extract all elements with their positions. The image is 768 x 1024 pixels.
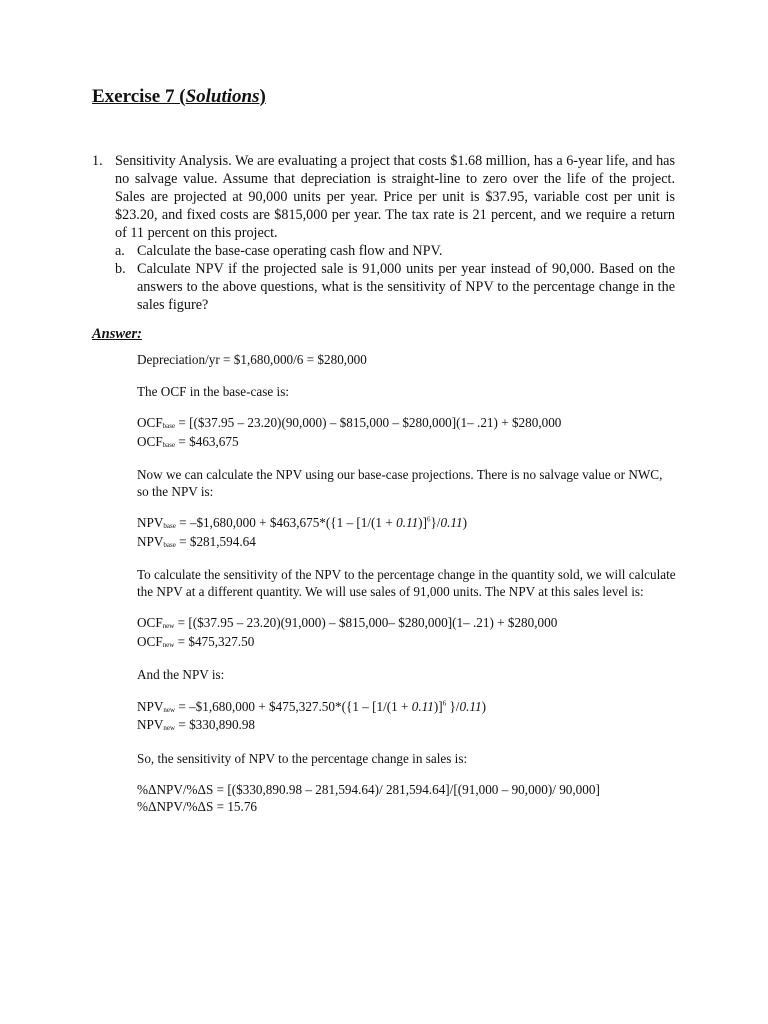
npv-base-equations bbox=[137, 515, 677, 552]
page-title: Exercise 7 (Solutions) bbox=[92, 86, 266, 107]
ocf-base-formula: OCFbase = [($37.95 – 23.20)(90,000) – $815,000 – $280,000](1– .21) + $280,000 bbox=[137, 415, 562, 430]
ocf-new-result: OCFnew = $475,327.50 bbox=[137, 633, 255, 649]
ocf-new-equations bbox=[137, 615, 677, 652]
npv-new-result: NPVnew = $330,890.98 bbox=[137, 717, 256, 732]
npv-base-formula: NPVbase = –$1,680,000 + $463,675*({1 – $[1/(1 + 0.11)]^6\}/0.11$) bbox=[137, 515, 467, 530]
sensitivity-intro: To calculate the sensitivity of the NPV to the percentage change in the quantity sold, we will calculate the NPV at a different quantity. We will use sales of 91,000 units. The NPV at this sales level is: bbox=[137, 567, 676, 599]
answer-heading: Answer: bbox=[92, 326, 142, 342]
question-part-b: b. Calculate NPV if the projected sale is 91,000 units per year instead of 90,000. Based on the answers to the above questions, what is the sensitivity of NPV to the percentage change in the sales figure? bbox=[115, 261, 675, 313]
question-1 bbox=[92, 152, 675, 314]
ocf-base-result: OCFbase = $463,675 bbox=[137, 433, 239, 449]
title-italic: Solutions bbox=[185, 86, 260, 107]
ocf-new-formula: OCFnew = [($37.95 – 23.20)(91,000) – $815,000– $280,000](1– .21) + $280,000 bbox=[137, 615, 558, 630]
question-number: 1. bbox=[92, 153, 103, 169]
npv-new-intro: And the NPV is: bbox=[137, 667, 225, 682]
depreciation-line: Depreciation/yr = $1,680,000/6 = $280,000 bbox=[137, 352, 367, 367]
final-intro: So, the sensitivity of NPV to the percentage change in sales is: bbox=[137, 750, 468, 766]
sensitivity-result: %ΔNPV/%ΔS = 15.76 bbox=[137, 798, 258, 814]
question-text: Sensitivity Analysis. We are evaluating a project that costs $1.68 million, has a 6-year life, and has no salvage value. Assume that depreciation is straight-line to zero over the life of the project. Sales are projected at 90,000 units per year. Price per unit is $37.95, variable cost per unit is $23.20, and fixed costs are $815,000 per year. The tax rate is 21 percent, and we require a return of 11 percent on this project. bbox=[115, 153, 675, 241]
sensitivity-formula: %ΔNPV/%ΔS = [($330,890.98 – 281,594.64)/ 281,594.64]/[(91,000 – 90,000)/ 90,000] bbox=[137, 782, 600, 797]
npv-new-equations bbox=[137, 699, 677, 736]
ocf-intro: The OCF in the base-case is: bbox=[137, 383, 289, 399]
sensitivity-equations bbox=[137, 782, 677, 815]
question-part-a: a. Calculate the base-case operating cash flow and NPV. bbox=[115, 243, 443, 259]
solution-body bbox=[137, 352, 677, 830]
ocf-base-equations bbox=[137, 415, 677, 452]
npv-base-result: NPVbase = $281,594.64 bbox=[137, 533, 256, 549]
npv-intro: Now we can calculate the NPV using our base-case projections. There is no salvage value or NWC, so the NPV is: bbox=[137, 467, 663, 499]
npv-new-formula: NPVnew = –$1,680,000 + $475,327.50*({1 – $[1/(1 + 0.11)]^6$ }/0.11) bbox=[137, 698, 486, 714]
